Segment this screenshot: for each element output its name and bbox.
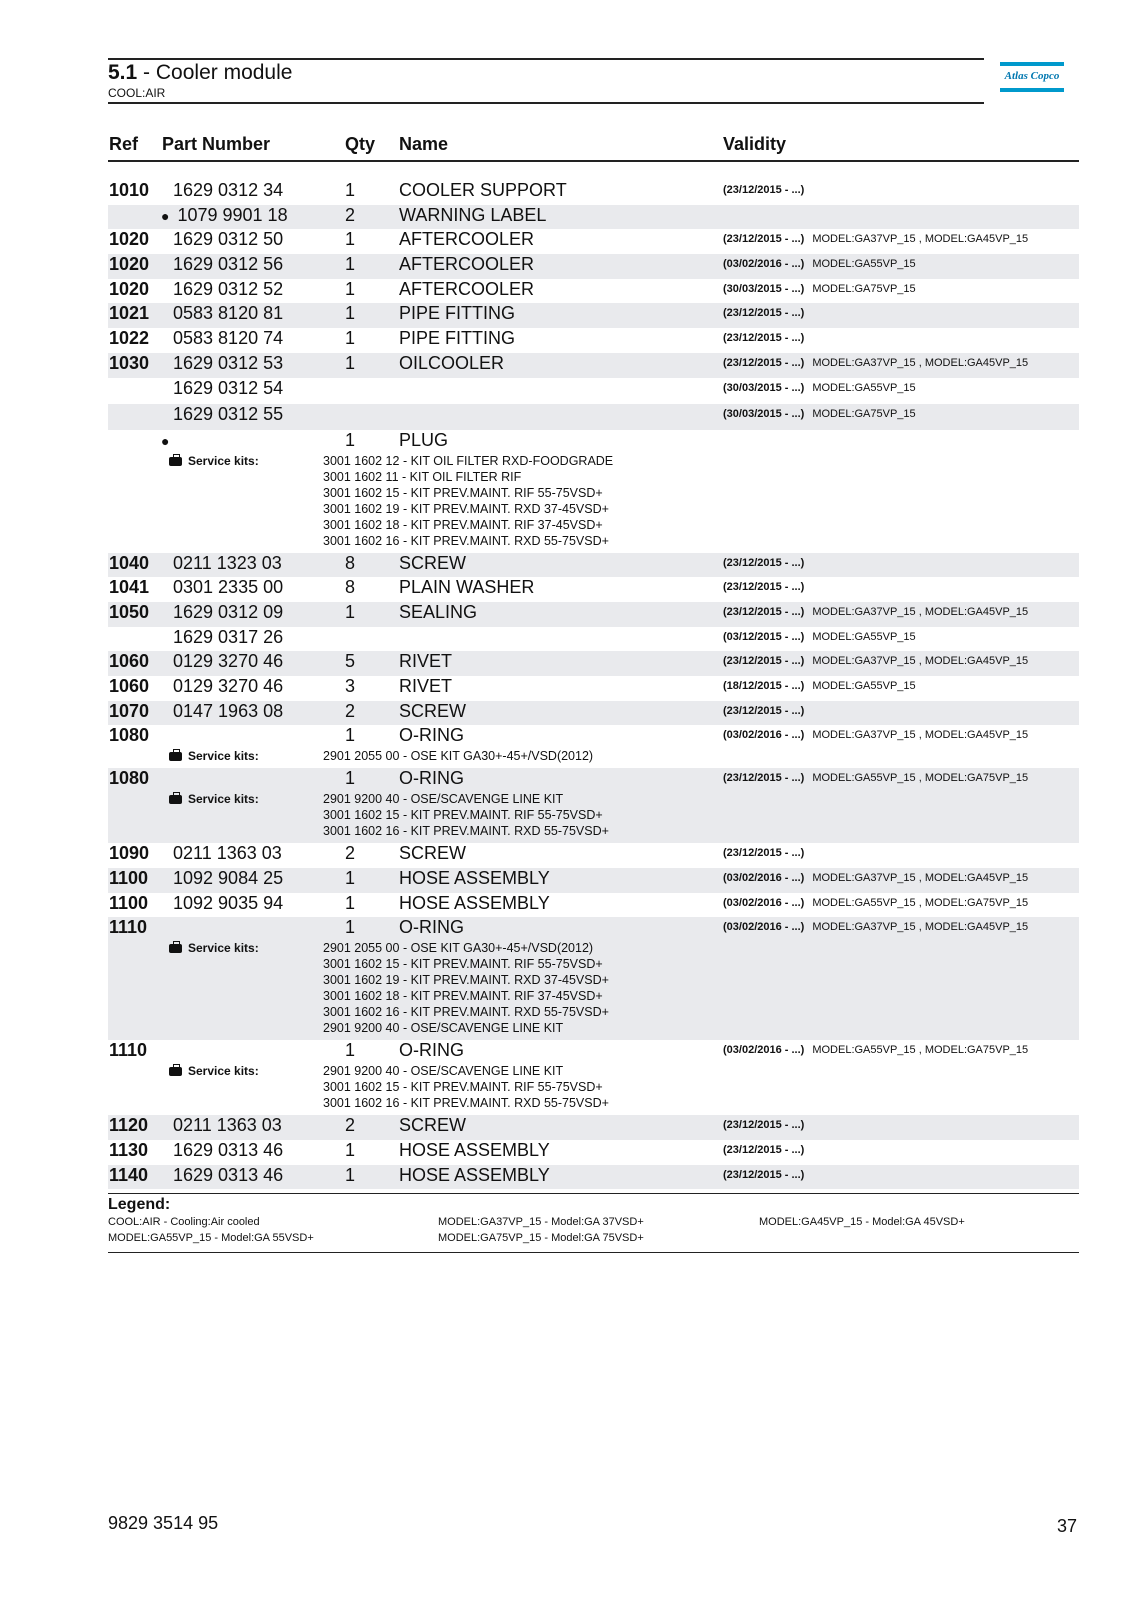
ref-cell: 1020	[109, 278, 150, 299]
table-row	[108, 1115, 1079, 1140]
name-cell: HOSE ASSEMBLY	[399, 892, 550, 913]
ref-cell: 1070	[109, 700, 150, 721]
part-number-text: 1079 9901 18	[177, 204, 288, 225]
service-kit-item: 3001 1602 12 - KIT OIL FILTER RXD-FOODGRADE	[323, 453, 614, 468]
parts-table	[108, 180, 1079, 1189]
service-kit-item: 2901 2055 00 - OSE KIT GA30+-45+/VSD(2012)	[323, 941, 594, 956]
service-kits-label	[169, 454, 259, 468]
ref-cell: 1050	[109, 601, 150, 622]
validity-date: (23/12/2015 - ...)	[723, 1144, 805, 1157]
col-ref: Ref	[109, 134, 139, 154]
part-number-cell: 1629 0312 56	[173, 254, 284, 275]
ref-cell: 1140	[109, 1164, 149, 1185]
qty-cell: 1	[345, 1164, 356, 1185]
validity-models: MODEL:GA37VP_15 , MODEL:GA45VP_15	[812, 729, 1029, 742]
name-cell: SEALING	[399, 601, 478, 622]
service-kits-label-text: Service kits:	[188, 749, 259, 764]
validity-date: (23/12/2015 - ...)	[723, 605, 805, 618]
page-title	[108, 61, 984, 85]
validity-cell	[723, 655, 1028, 667]
service-kits-label	[169, 1064, 259, 1078]
toolbox-icon	[169, 1067, 182, 1076]
ref-cell: 1090	[109, 843, 150, 864]
table-row	[108, 353, 1079, 378]
qty-cell: 1	[345, 917, 356, 938]
validity-cell	[723, 847, 812, 859]
col-validity: Validity	[723, 134, 787, 154]
part-number-cell: 0211 1363 03	[173, 1115, 282, 1136]
validity-models: MODEL:GA55VP_15 , MODEL:GA75VP_15	[812, 896, 1029, 909]
legend-item: MODEL:GA37VP_15 - Model:GA 37VSD+	[438, 1216, 644, 1228]
name-cell: WARNING LABEL	[399, 204, 547, 225]
part-number-cell: 0583 8120 81	[173, 303, 284, 324]
validity-cell	[723, 283, 916, 295]
table-row	[108, 1140, 1079, 1165]
service-kit-item: 3001 1602 19 - KIT PREV.MAINT. RXD 37-45VSD+	[323, 501, 609, 516]
validity-cell	[723, 382, 916, 394]
table-row	[108, 602, 1079, 627]
validity-cell	[723, 705, 812, 717]
qty-cell: 1	[345, 328, 356, 349]
validity-cell	[723, 680, 916, 692]
validity-date: (03/02/2016 - ...)	[723, 258, 805, 271]
service-kits-list	[323, 453, 613, 549]
part-number-cell: 0301 2335 00	[173, 577, 284, 598]
header-bottom-rule	[108, 102, 984, 104]
name-cell: O-RING	[399, 768, 464, 789]
validity-date: (23/12/2015 - ...)	[723, 307, 805, 320]
validity-date: (23/12/2015 - ...)	[723, 847, 805, 860]
validity-cell	[723, 606, 1028, 618]
table-row	[108, 205, 1079, 230]
part-number-cell: 1629 0312 53	[173, 352, 284, 373]
validity-models: MODEL:GA55VP_15	[812, 258, 916, 271]
service-kit-item: 3001 1602 15 - KIT PREV.MAINT. RIF 55-75VSD+	[323, 957, 603, 972]
table-row	[108, 328, 1079, 353]
service-kit-item: 3001 1602 16 - KIT PREV.MAINT. RXD 55-75VSD+	[323, 533, 609, 548]
qty-cell: 1	[345, 725, 356, 746]
table-row	[108, 229, 1079, 254]
table-row	[108, 627, 1079, 652]
validity-cell	[723, 921, 1028, 933]
table-row	[108, 1040, 1079, 1115]
part-number-cell: 1092 9084 25	[173, 868, 284, 888]
validity-models: MODEL:GA37VP_15 , MODEL:GA45VP_15	[812, 921, 1029, 934]
ref-cell: 1030	[109, 352, 150, 373]
ref-cell: 1100	[109, 868, 149, 888]
validity-models: MODEL:GA37VP_15 , MODEL:GA45VP_15	[812, 233, 1029, 246]
table-row	[108, 843, 1079, 868]
qty-cell: 1	[345, 1040, 356, 1061]
validity-date: (30/03/2015 - ...)	[723, 407, 805, 420]
part-number-cell: 1629 0312 50	[173, 229, 284, 250]
qty-cell: 2	[345, 843, 356, 864]
validity-date: (03/02/2016 - ...)	[723, 872, 805, 884]
table-row	[108, 768, 1079, 843]
validity-date: (23/12/2015 - ...)	[723, 1168, 805, 1181]
name-cell: PLAIN WASHER	[399, 577, 535, 598]
name-cell: RIVET	[399, 675, 453, 696]
legend-title: Legend:	[108, 1196, 171, 1213]
ref-cell: 1110	[109, 917, 148, 938]
part-number-cell: 1629 0312 54	[173, 377, 284, 398]
service-kit-item: 3001 1602 16 - KIT PREV.MAINT. RXD 55-75VSD+	[323, 1096, 609, 1111]
qty-cell: 5	[345, 651, 356, 672]
table-row	[108, 725, 1079, 768]
validity-models: MODEL:GA55VP_15	[812, 630, 916, 643]
ref-cell: 1110	[109, 1040, 148, 1061]
service-kits-label	[169, 749, 259, 763]
validity-date: (23/12/2015 - ...)	[723, 1119, 805, 1132]
name-cell: O-RING	[399, 1040, 464, 1061]
qty-cell: 1	[345, 868, 356, 888]
toolbox-icon	[169, 752, 182, 761]
ref-cell: 1120	[109, 1115, 149, 1136]
table-header	[108, 132, 1079, 162]
validity-date: (23/12/2015 - ...)	[723, 581, 805, 594]
validity-date: (23/12/2015 - ...)	[723, 233, 805, 246]
validity-date: (03/02/2016 - ...)	[723, 1044, 805, 1057]
validity-models: MODEL:GA75VP_15	[812, 282, 916, 295]
legend-items	[108, 1214, 1079, 1248]
ref-cell: 1022	[109, 328, 150, 349]
ref-cell: 1060	[109, 675, 150, 696]
qty-cell: 1	[345, 229, 356, 250]
qty-cell: 8	[345, 552, 356, 573]
ref-cell: 1020	[109, 254, 150, 275]
col-qty: Qty	[345, 134, 376, 154]
ref-cell: 1041	[109, 577, 150, 598]
validity-cell	[723, 332, 812, 344]
validity-date: (23/12/2015 - ...)	[723, 356, 805, 369]
service-kits-label-text: Service kits:	[188, 453, 259, 468]
validity-cell	[723, 872, 1028, 884]
service-kits-label-text: Service kits:	[188, 941, 259, 956]
service-kit-item: 3001 1602 18 - KIT PREV.MAINT. RIF 37-45VSD+	[323, 989, 603, 1004]
service-kit-item: 3001 1602 18 - KIT PREV.MAINT. RIF 37-45VSD+	[323, 517, 603, 532]
validity-date: (03/02/2016 - ...)	[723, 729, 805, 742]
validity-cell	[723, 1169, 812, 1181]
qty-cell: 8	[345, 577, 356, 598]
section-title: - Cooler module	[143, 61, 293, 84]
name-cell: HOSE ASSEMBLY	[399, 1140, 550, 1161]
qty-cell: 1	[345, 768, 356, 789]
service-kit-item: 3001 1602 15 - KIT PREV.MAINT. RIF 55-75VSD+	[323, 808, 603, 823]
table-row	[108, 651, 1079, 676]
part-number-cell: 0129 3270 46	[173, 675, 284, 696]
table-row	[108, 430, 1079, 553]
validity-date: (23/12/2015 - ...)	[723, 332, 805, 345]
validity-date: (23/12/2015 - ...)	[723, 184, 805, 196]
service-kits-label	[169, 792, 259, 806]
validity-cell	[723, 897, 1028, 909]
table-row	[108, 404, 1079, 430]
name-cell: PIPE FITTING	[399, 303, 516, 324]
validity-cell	[723, 581, 812, 593]
validity-models: MODEL:GA55VP_15	[812, 679, 916, 692]
validity-cell	[723, 1144, 812, 1156]
qty-cell: 1	[345, 303, 356, 324]
validity-date: (23/12/2015 - ...)	[723, 556, 805, 569]
part-number-cell	[161, 430, 177, 451]
service-kit-item: 3001 1602 15 - KIT PREV.MAINT. RIF 55-75VSD+	[323, 485, 603, 500]
validity-date: (30/03/2015 - ...)	[723, 381, 805, 394]
validity-cell	[723, 1119, 812, 1131]
service-kit-item: 2901 9200 40 - OSE/SCAVENGE LINE KIT	[323, 792, 564, 807]
validity-models: MODEL:GA55VP_15 , MODEL:GA75VP_15	[812, 772, 1029, 785]
table-row	[108, 378, 1079, 404]
table-row	[108, 893, 1079, 918]
name-cell: SCREW	[399, 552, 466, 573]
validity-cell	[723, 357, 1028, 369]
part-number-cell: 1629 0312 09	[173, 601, 284, 622]
service-kit-item: 3001 1602 11 - KIT OIL FILTER RIF	[323, 469, 522, 484]
service-kit-item: 2901 9200 40 - OSE/SCAVENGE LINE KIT	[323, 1064, 564, 1079]
validity-cell	[723, 772, 1028, 784]
service-kit-item: 2901 9200 40 - OSE/SCAVENGE LINE KIT	[323, 1021, 564, 1036]
service-kits-list	[323, 748, 593, 764]
ref-cell: 1080	[109, 725, 150, 746]
validity-cell	[723, 557, 812, 569]
atlas-copco-logo	[1000, 58, 1064, 96]
service-kit-item: 3001 1602 16 - KIT PREV.MAINT. RXD 55-75VSD+	[323, 1005, 609, 1020]
document-number: 9829 3514 95	[108, 1513, 219, 1533]
validity-cell	[723, 258, 916, 270]
legend	[108, 1193, 1079, 1248]
validity-date: (03/12/2015 - ...)	[723, 630, 805, 643]
ref-cell: 1010	[109, 180, 150, 200]
name-cell: PLUG	[399, 429, 449, 450]
qty-cell: 1	[345, 254, 356, 275]
validity-models: MODEL:GA37VP_15 , MODEL:GA45VP_15	[812, 356, 1029, 369]
table-row	[108, 553, 1079, 578]
logo-text: Atlas Copco	[1004, 70, 1060, 82]
col-name: Name	[399, 134, 449, 154]
validity-models: MODEL:GA55VP_15	[812, 381, 916, 394]
qty-cell: 1	[345, 1140, 356, 1161]
validity-models: MODEL:GA37VP_15 , MODEL:GA45VP_15	[812, 872, 1029, 884]
name-cell: OILCOOLER	[399, 352, 505, 373]
part-number-cell: 1629 0313 46	[173, 1164, 284, 1185]
qty-cell: 3	[345, 675, 356, 696]
service-kit-item: 3001 1602 16 - KIT PREV.MAINT. RXD 55-75VSD+	[323, 824, 609, 839]
col-part-number: Part Number	[162, 134, 271, 154]
part-number-cell: 1629 0317 26	[173, 626, 284, 647]
validity-cell	[723, 631, 916, 643]
part-number-cell: 1629 0312 55	[173, 403, 284, 424]
qty-cell: 1	[345, 180, 356, 200]
table-row	[108, 180, 1079, 205]
logo-bar-top	[1000, 62, 1064, 66]
table-row	[108, 577, 1079, 602]
table-row	[108, 917, 1079, 1040]
part-number-cell: 1629 0313 46	[173, 1140, 284, 1161]
table-row	[108, 303, 1079, 328]
name-cell: AFTERCOOLER	[399, 278, 535, 299]
service-kits-list	[323, 940, 609, 1036]
name-cell: AFTERCOOLER	[399, 254, 535, 275]
part-number-cell: 0129 3270 46	[173, 651, 284, 672]
validity-models: MODEL:GA55VP_15 , MODEL:GA75VP_15	[812, 1044, 1029, 1057]
part-number-cell: 1092 9035 94	[173, 892, 284, 913]
page-header	[108, 58, 984, 104]
name-cell: HOSE ASSEMBLY	[399, 1164, 550, 1185]
part-number-cell: 0147 1963 08	[173, 700, 284, 721]
validity-cell	[723, 408, 916, 420]
toolbox-icon	[169, 457, 182, 466]
validity-date: (18/12/2015 - ...)	[723, 679, 805, 692]
qty-cell: 2	[345, 700, 356, 721]
part-number-cell: 0211 1363 03	[173, 843, 282, 864]
name-cell: SCREW	[399, 843, 466, 864]
name-cell: O-RING	[399, 917, 464, 938]
qty-cell: 1	[345, 892, 356, 913]
service-kit-item: 3001 1602 15 - KIT PREV.MAINT. RIF 55-75VSD+	[323, 1080, 603, 1095]
qty-cell: 1	[345, 429, 356, 450]
qty-cell: 2	[345, 204, 356, 225]
table-row	[108, 868, 1079, 893]
validity-cell	[723, 233, 1028, 245]
part-number-cell: 1629 0312 34	[173, 180, 284, 200]
table-row	[108, 254, 1079, 279]
qty-cell: 2	[345, 1115, 356, 1136]
page-number: 37	[1057, 1516, 1078, 1536]
toolbox-icon	[169, 944, 182, 953]
ref-cell: 1021	[109, 303, 150, 324]
part-number-cell: 0211 1323 03	[173, 552, 282, 573]
sub-item-bullet-icon: ●	[161, 207, 170, 224]
validity-cell	[723, 307, 812, 319]
table-row	[108, 701, 1079, 726]
ref-cell: 1060	[109, 651, 150, 672]
name-cell: HOSE ASSEMBLY	[399, 868, 550, 888]
validity-date: (23/12/2015 - ...)	[723, 704, 805, 717]
ref-cell: 1130	[109, 1140, 149, 1161]
qty-cell: 1	[345, 601, 356, 622]
table-row	[108, 676, 1079, 701]
validity-models: MODEL:GA37VP_15 , MODEL:GA45VP_15	[812, 655, 1029, 668]
legend-item: MODEL:GA75VP_15 - Model:GA 75VSD+	[438, 1232, 644, 1244]
validity-models: MODEL:GA75VP_15	[812, 407, 916, 420]
validity-models: MODEL:GA37VP_15 , MODEL:GA45VP_15	[812, 605, 1029, 618]
qty-cell: 1	[345, 352, 356, 373]
service-kits-list	[323, 1063, 609, 1111]
service-kits-list	[323, 791, 609, 839]
validity-date: (03/02/2016 - ...)	[723, 896, 805, 909]
validity-date: (03/02/2016 - ...)	[723, 921, 805, 934]
sub-item-bullet-icon: ●	[161, 432, 170, 449]
legend-bottom-rule	[108, 1252, 1079, 1253]
ref-cell: 1100	[109, 892, 149, 913]
service-kit-item: 3001 1602 19 - KIT PREV.MAINT. RXD 37-45VSD+	[323, 973, 609, 988]
validity-date: (23/12/2015 - ...)	[723, 772, 805, 785]
name-cell: PIPE FITTING	[399, 328, 516, 349]
table-row	[108, 279, 1079, 304]
validity-date: (23/12/2015 - ...)	[723, 655, 805, 668]
name-cell: SCREW	[399, 700, 466, 721]
toolbox-icon	[169, 795, 182, 804]
section-number: 5.1	[108, 61, 138, 84]
name-cell: AFTERCOOLER	[399, 229, 535, 250]
part-number-cell: 1629 0312 52	[173, 278, 284, 299]
ref-cell: 1040	[109, 552, 150, 573]
service-kit-item: 2901 2055 00 - OSE KIT GA30+-45+/VSD(2012)	[323, 749, 594, 764]
qty-cell: 1	[345, 278, 356, 299]
ref-cell: 1020	[109, 229, 150, 250]
page-subtitle: COOL:AIR	[108, 86, 166, 100]
part-number-cell: 0583 8120 74	[173, 328, 284, 349]
legend-item: MODEL:GA45VP_15 - Model:GA 45VSD+	[759, 1216, 965, 1228]
validity-date: (30/03/2015 - ...)	[723, 282, 805, 295]
table-row	[108, 1165, 1079, 1190]
name-cell: SCREW	[399, 1115, 466, 1136]
name-cell: COOLER SUPPORT	[399, 180, 567, 200]
service-kits-label-text: Service kits:	[188, 792, 259, 807]
validity-cell	[723, 184, 812, 196]
service-kits-label-text: Service kits:	[188, 1064, 259, 1079]
validity-cell	[723, 729, 1028, 741]
name-cell: RIVET	[399, 651, 453, 672]
part-number-cell	[161, 205, 288, 226]
legend-item: MODEL:GA55VP_15 - Model:GA 55VSD+	[108, 1232, 314, 1244]
header-top-rule	[108, 58, 984, 60]
ref-cell: 1080	[109, 768, 150, 789]
legend-item: COOL:AIR - Cooling:Air cooled	[108, 1216, 260, 1228]
name-cell: O-RING	[399, 725, 464, 746]
service-kits-label	[169, 941, 259, 955]
logo-bar-bottom	[1000, 88, 1064, 92]
validity-cell	[723, 1044, 1028, 1056]
